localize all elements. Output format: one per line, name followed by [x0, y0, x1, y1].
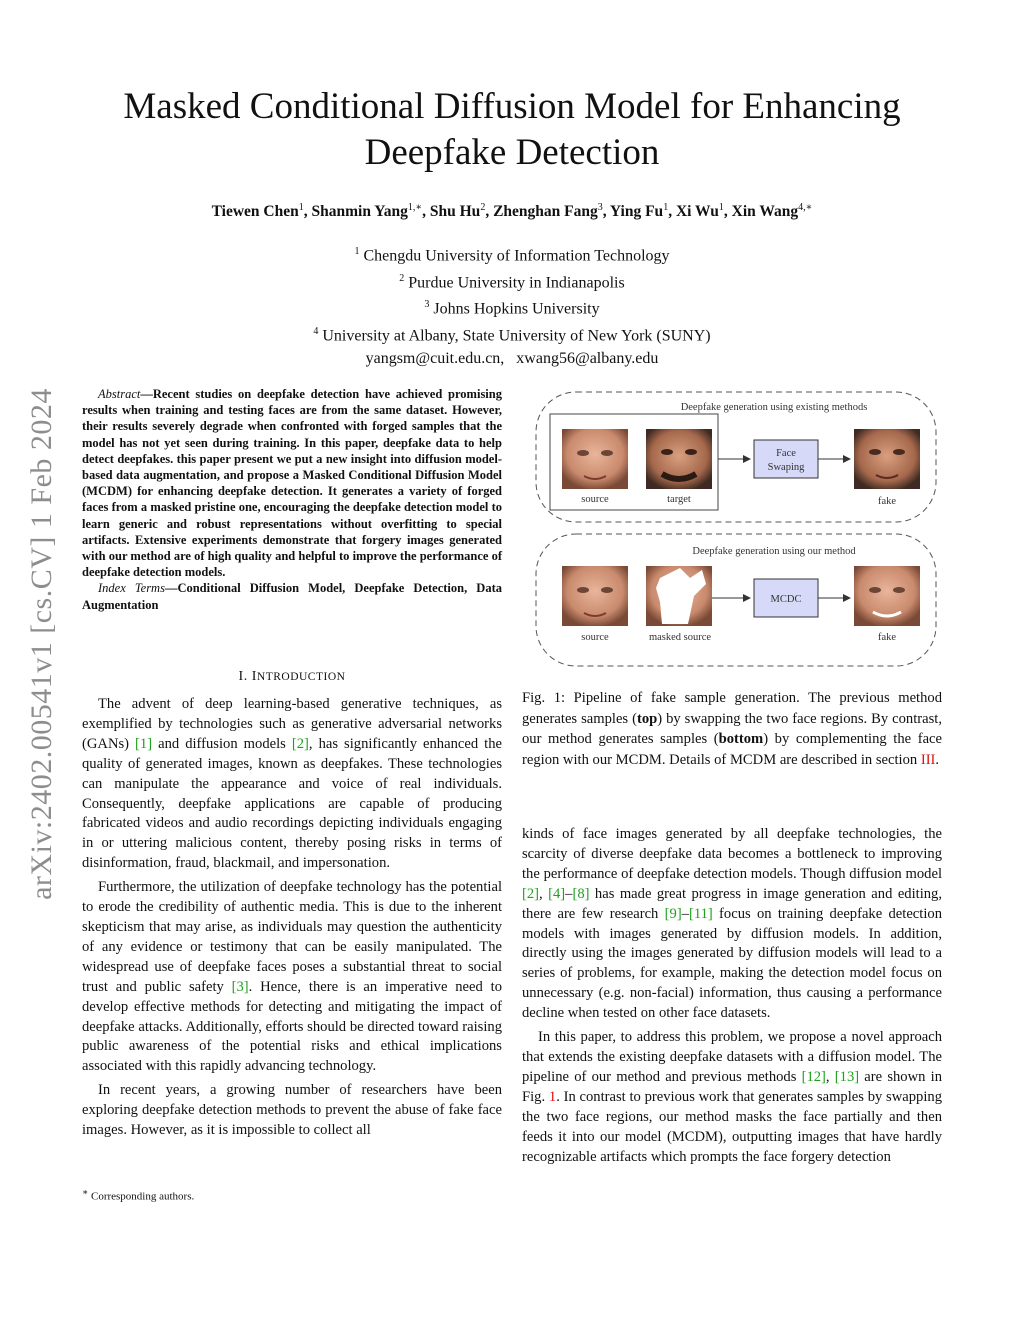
footnote: ∗ Corresponding authors. [82, 1187, 195, 1203]
abstract-label: Abstract [98, 387, 141, 401]
paragraph: In this paper, to address this problem, we propose a novel approach that extends the existing deepfake datasets with a diffusion model. The pipeline of our method and previous methods [12], [13] are shown in Fig. 1. In contrast to previous work that generates samples by swapping the two face regions, our method masks the face partially and then feeds it into our model (MCDM), outputting images that have hardly recognizable artifacts which prompts the face forgery detection [522, 1029, 942, 1165]
arxiv-identifier: arXiv:2402.00541v1 [cs.CV] 1 Feb 2024 [25, 388, 58, 900]
emails [60, 348, 964, 370]
top-panel-title: Deepfake generation using existing methods [680, 402, 868, 413]
label-target: target [667, 494, 691, 505]
author: Zhenghan Fang$^3$ [493, 202, 603, 221]
email[interactable]: xwang56@albany.edu [516, 349, 659, 367]
masked-source-image [646, 566, 712, 626]
author: Xi Wu$^1$ [675, 202, 724, 221]
author: Shanmin Yang$^{1,∗}$ [311, 202, 423, 221]
paragraph: kinds of face images generated by all deepfake technologies, the scarcity of diverse deepfake data becomes a bottleneck to improving the performance of deepfake detection models. Though diffusion model [2], [4]–[8] has made great progress in image generation and editing, there are few research [9]–[11] focus on training deepfake detection models with images generated by diffusion models. In addition, directly using the images generated by diffusion models will lead to a series of problems, for example, making the detection model focus on unnecessary (e.g. non-facial) information, thus causing a performance decline when tested on other face datasets. [522, 826, 942, 1022]
affiliation: $^4$ University at Albany, State University of New York (SUNY) [313, 325, 711, 345]
citation-link[interactable]: [11] [688, 905, 713, 922]
mcdm-label: MCDC [770, 594, 802, 605]
label-masked-source: masked source [648, 632, 712, 643]
citation-link[interactable]: [2] [522, 885, 540, 902]
figure-1 [530, 388, 942, 670]
title-line-1: Masked Conditional Diffusion Model for Enhancing [123, 86, 901, 127]
affiliation: $^1$ Chengdu University of Information Technology [354, 246, 670, 265]
paragraph: The advent of deep learning-based generative techniques, as exemplified by technologies such as generative adversarial networks (GANs) [1] and diffusion models [2], has significantly enhanced the quality of generated images, known as deepfakes. These technologies can manipulate the appearance and voice of real individuals. Consequently, deepfake applications are capable of producing fabricated videos and audio recordings depicting individuals engaging in or uttering malicious content, thereby posing risks in terms of disinformation, fraud, blackmail, and impersonation. [82, 696, 502, 872]
fake-face-image-bottom [854, 566, 920, 626]
section-link[interactable]: III [920, 751, 936, 768]
index-terms-label: Index Terms [98, 581, 165, 596]
section-heading: I. INTRODUCTION [238, 669, 346, 684]
bottom-panel-title: Deepfake generation using our method [692, 546, 856, 557]
source-face-image-bottom [562, 566, 628, 626]
author: Ying Fu$^1$ [609, 202, 669, 221]
label-fake-bottom: fake [877, 632, 897, 643]
author-list: Tiewen Chen$^1$, Shanmin Yang$^{1,∗}$, Shu Hu$^2$, Zhenghan Fang$^3$, Ying Fu$^1$, Xi Wu$^1$, Xin Wang$^{4,∗}$ [211, 202, 813, 221]
fake-face-image-top [854, 429, 920, 489]
label-fake-top: fake [877, 496, 897, 507]
face-swapping-label-2: Swaping [767, 462, 805, 473]
paper-title [60, 84, 964, 176]
citation-link[interactable]: [4] [548, 885, 566, 902]
author: Tiewen Chen$^1$ [211, 202, 304, 221]
author: Xin Wang$^{4,∗}$ [731, 202, 813, 221]
label-source-bottom: source [581, 632, 609, 643]
affiliation: $^2$ Purdue University in Indianapolis [399, 272, 625, 291]
label-source: source [581, 494, 609, 505]
citation-link[interactable]: [13] [834, 1068, 860, 1085]
citation-link[interactable]: [12] [801, 1068, 826, 1085]
affiliation-list [60, 241, 964, 370]
author: Shu Hu$^2$ [429, 202, 486, 221]
citation-link[interactable]: [1] [135, 735, 153, 752]
paragraph: In recent years, a growing number of researchers have been exploring deepfake detection methods to prevent the abuse of fake face images. However, as it is impossible to collect all [82, 1082, 502, 1139]
figure-link[interactable]: 1 [548, 1088, 557, 1105]
abstract-text: —Recent studies on deepfake detection have achieved promising results when training and testing faces are from the same dataset. However, their results severely degrade when confronted with forged samples that the model has not yet seen during training. In this paper, deepfake data to help detect deepfakes. this paper present we put a new insight into diffusion model-based data augmentation, and propose a Masked Conditional Diffusion Model (MCDM) for enhancing deepfake detection. It generates a variety of forged faces from a masked pristine one, encouraging the deepfake detection model to learn generic and robust representations without overfitting to special artifacts. Extensive experiments demonstrate that forgery images generated with our method are of high quality and helpful to improve the performance of deepfake detection models. [82, 387, 502, 580]
citation-link[interactable]: [9] [664, 905, 682, 922]
target-face-image [646, 429, 712, 489]
affiliation: $^3$ Johns Hopkins University [424, 299, 600, 318]
citation-link[interactable]: [3] [231, 978, 249, 995]
citation-link[interactable]: [2] [291, 735, 309, 752]
abstract [82, 386, 502, 613]
face-swapping-label-1: Face [776, 448, 796, 459]
email[interactable]: yangsm@cuit.edu.cn, [365, 349, 505, 367]
index-terms-text: —Conditional Diffusion Model, Deepfake Detection, Data Augmentation [82, 581, 502, 612]
right-column-body [522, 825, 942, 1167]
paragraph: Furthermore, the utilization of deepfake technology has the potential to erode the credibility of authentic media. This is due to the inherent skepticism that may arise, as individuals may question the authenticity of any evidence or testimony that can be easily manipulated. The widespread use of deepfake faces poses a substantial threat to social trust and public safety [3]. Hence, there is an imperative need to develop effective methods for detecting and mitigating the impact of deepfake attacks. Additionally, efforts should be directed toward raising public awareness of the potential risks and ethical implications associated with this rapidly advancing technology. [82, 879, 502, 1075]
source-face-image [562, 429, 628, 489]
left-column-body [82, 695, 502, 1141]
figure-caption: Fig. 1: Pipeline of fake sample generation. The previous method generates samples (top) by swapping the two face regions. By contrast, our method generates samples (bottom) by complementing the face region with our MCDM. Details of MCDM are described in section III. [522, 690, 942, 768]
title-line-2: Deepfake Detection [364, 132, 660, 173]
pipeline-diagram [530, 388, 942, 670]
citation-link[interactable]: [8] [572, 885, 590, 902]
